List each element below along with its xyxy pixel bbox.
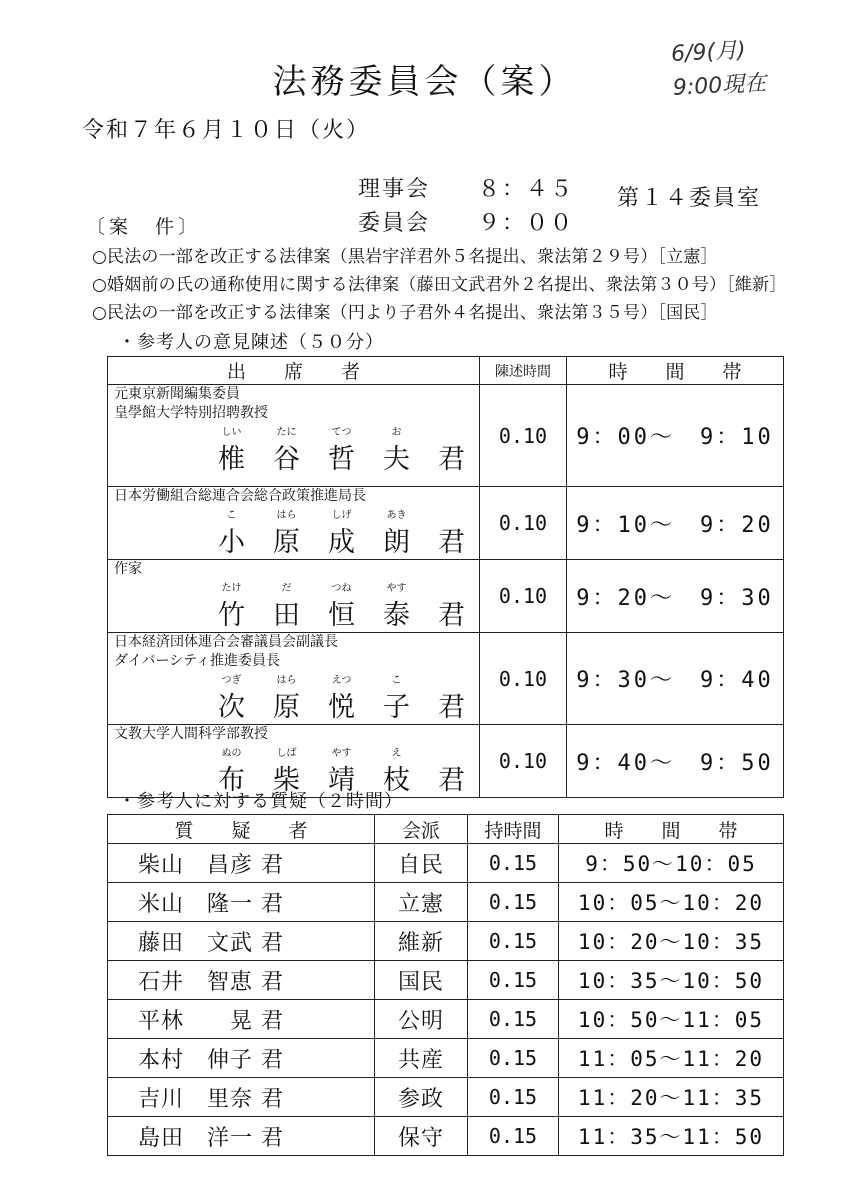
duration-cell: 0.15 — [468, 1000, 559, 1039]
reading-char: だ — [281, 583, 292, 594]
attendee-affiliation — [108, 487, 479, 506]
duration-cell: 0.15 — [468, 1078, 559, 1117]
page-title: 法務委員会（案） — [272, 62, 577, 102]
name-char: 枝 — [383, 765, 410, 796]
questioner-cell: 吉川 里奈 君 — [108, 1078, 375, 1117]
duration-cell: 0.10 — [480, 487, 567, 560]
schedule-time: ８：４５ — [478, 177, 575, 202]
name-char: 成 — [328, 527, 355, 558]
name-char: 靖 — [328, 765, 355, 796]
name-reading — [108, 744, 479, 758]
name-char: 布 — [218, 765, 245, 796]
column-header: 持時間 — [468, 815, 559, 844]
name-char: 柴 — [273, 765, 300, 796]
attendee-cell — [108, 560, 480, 633]
name-char: 君 — [438, 527, 465, 558]
name-char: 恒 — [328, 600, 355, 631]
time-slot-cell: 10：20～10：35 — [559, 922, 784, 961]
time-slot-cell: 11：35～11：50 — [559, 1117, 784, 1156]
questioner-cell: 本村 伸子 君 — [108, 1039, 375, 1078]
affiliation-line: 日本経済団体連合会審議員会副議長 — [114, 634, 338, 650]
questioner-cell: 平林 晃 君 — [108, 1000, 375, 1039]
duration-cell: 0.15 — [468, 1117, 559, 1156]
time-slot-cell: 10：50～11：05 — [559, 1000, 784, 1039]
party-cell: 立憲 — [375, 883, 468, 922]
opinions-table — [107, 356, 784, 798]
table-row — [108, 883, 784, 922]
duration-cell: 0.15 — [468, 961, 559, 1000]
reading-char: こ — [391, 675, 402, 686]
name-reading — [108, 423, 479, 437]
affiliation-line: 日本労働組合総連合会総合政策推進局長 — [114, 488, 366, 504]
party-cell: 国民 — [375, 961, 468, 1000]
name-char: 小 — [218, 527, 245, 558]
column-header: 陳述時間 — [480, 357, 567, 385]
questions-table — [107, 814, 784, 1156]
reading-char — [424, 506, 479, 520]
case-item: ○民法の一部を改正する法律案（円より子君外４名提出、衆法第３５号）［国民］ — [92, 303, 718, 323]
name-char: 君 — [438, 692, 465, 723]
schedule-time: ９：００ — [478, 211, 575, 236]
column-header: 時 間 帯 — [567, 357, 784, 385]
column-header: 出 席 者 — [108, 357, 480, 385]
reading-char — [424, 423, 479, 437]
table-row — [108, 1000, 784, 1039]
duration-cell: 0.15 — [468, 1039, 559, 1078]
affiliation-line: 元東京新聞編集委員 — [114, 386, 240, 402]
name-reading — [108, 506, 479, 520]
name-char: 悦 — [328, 692, 355, 723]
attendee-cell — [108, 487, 480, 560]
reading-char — [424, 671, 479, 685]
name-char: 椎 — [218, 444, 245, 475]
time-slot-cell: 11：20～11：35 — [559, 1078, 784, 1117]
reading-char: つぎ — [221, 675, 242, 686]
name-char: 夫 — [383, 444, 410, 475]
attendee-affiliation — [108, 385, 479, 423]
reading-char: ぬの — [221, 748, 242, 759]
case-item: ○民法の一部を改正する法律案（黒岩宇洋君外５名提出、衆法第２９号）［立憲］ — [92, 247, 718, 267]
name-char: 朗 — [383, 527, 410, 558]
duration-cell: 0.10 — [480, 633, 567, 725]
reading-char: えつ — [331, 675, 352, 686]
name-char: 君 — [438, 600, 465, 631]
attendee-name — [108, 685, 479, 724]
party-cell: 保守 — [375, 1117, 468, 1156]
reading-char: こ — [226, 510, 237, 521]
reading-char: あき — [386, 510, 407, 521]
duration-cell: 0.10 — [480, 560, 567, 633]
reading-char: しい — [221, 427, 242, 438]
party-cell: 公明 — [375, 1000, 468, 1039]
table-row — [108, 1117, 784, 1156]
table-row — [108, 385, 784, 487]
reading-char: お — [391, 427, 402, 438]
reading-char: はら — [276, 510, 297, 521]
table-row — [108, 560, 784, 633]
affiliation-line: 作家 — [114, 561, 142, 577]
duration-cell: 0.15 — [468, 922, 559, 961]
table-row — [108, 1078, 784, 1117]
reading-char: やす — [331, 748, 352, 759]
time-slot-cell: 10：35～10：50 — [559, 961, 784, 1000]
party-cell: 維新 — [375, 922, 468, 961]
questioner-cell: 石井 智恵 君 — [108, 961, 375, 1000]
party-cell: 共産 — [375, 1039, 468, 1078]
reading-char: てつ — [331, 427, 352, 438]
cases-heading: 〔案 件〕 — [86, 216, 202, 238]
reading-char: たけ — [221, 583, 242, 594]
questions-heading: ・参考人に対する質疑（２時間） — [118, 791, 403, 812]
reading-char: やす — [386, 583, 407, 594]
table-row — [108, 633, 784, 725]
column-header: 質 疑 者 — [108, 815, 375, 844]
name-char: 次 — [218, 692, 245, 723]
name-char: 子 — [383, 692, 410, 723]
table-row — [108, 844, 784, 883]
time-slot-cell: 9：30～ 9：40 — [567, 633, 784, 725]
name-char: 泰 — [383, 600, 410, 631]
reading-char — [424, 744, 479, 758]
time-slot-cell: 10：05～10：20 — [559, 883, 784, 922]
reading-char: しば — [276, 748, 297, 759]
schedule-label: 委員会 — [358, 211, 431, 236]
reading-char: え — [391, 748, 402, 759]
name-reading — [108, 579, 479, 593]
duration-cell: 0.10 — [480, 725, 567, 798]
table-row — [108, 487, 784, 560]
opinions-heading: ・参考人の意見陳述（５０分） — [118, 332, 384, 353]
meeting-date: 令和７年６月１０日（火） — [82, 118, 371, 143]
attendee-name — [108, 437, 479, 476]
name-char: 竹 — [218, 600, 245, 631]
name-reading — [108, 671, 479, 685]
table-header-row — [108, 357, 784, 385]
handwritten-note-line: 9:00現在 — [672, 71, 767, 101]
reading-char: たに — [276, 427, 297, 438]
questioner-cell: 柴山 昌彦 君 — [108, 844, 375, 883]
name-char: 田 — [273, 600, 300, 631]
reading-char: しげ — [331, 510, 352, 521]
name-char: 君 — [438, 765, 465, 796]
name-char: 哲 — [328, 444, 355, 475]
duration-cell: 0.10 — [480, 385, 567, 487]
table-row — [108, 1039, 784, 1078]
attendee-affiliation — [108, 560, 479, 579]
case-item: ○婚姻前の氏の通称使用に関する法律案（藤田文武君外２名提出、衆法第３０号）［維新］ — [92, 275, 787, 295]
schedule-label: 理事会 — [358, 177, 431, 202]
attendee-name — [108, 593, 479, 632]
time-slot-cell: 11：05～11：20 — [559, 1039, 784, 1078]
attendee-cell — [108, 633, 480, 725]
questioner-cell: 米山 隆一 君 — [108, 883, 375, 922]
reading-char: つね — [331, 583, 352, 594]
schedule-item — [340, 181, 574, 237]
table-row — [108, 961, 784, 1000]
time-slot-cell: 9：10～ 9：20 — [567, 487, 784, 560]
questioner-cell: 藤田 文武 君 — [108, 922, 375, 961]
attendee-name — [108, 520, 479, 559]
time-slot-cell: 9：00～ 9：10 — [567, 385, 784, 487]
name-char: 君 — [438, 444, 465, 475]
time-slot-cell: 9：20～ 9：30 — [567, 560, 784, 633]
column-header: 会派 — [375, 815, 468, 844]
party-cell: 参政 — [375, 1078, 468, 1117]
column-header: 時 間 帯 — [559, 815, 784, 844]
duration-cell: 0.15 — [468, 883, 559, 922]
name-char: 原 — [273, 527, 300, 558]
affiliation-line: 皇學館大学特別招聘教授 — [114, 405, 268, 421]
table-row — [108, 922, 784, 961]
time-slot-cell: 9：40～ 9：50 — [567, 725, 784, 798]
time-slot-cell: 9：50～10：05 — [559, 844, 784, 883]
affiliation-line: 文教大学人間科学部教授 — [114, 726, 268, 742]
reading-char — [424, 579, 479, 593]
meeting-room: 第１４委員室 — [617, 186, 762, 211]
duration-cell: 0.15 — [468, 844, 559, 883]
name-char: 原 — [273, 692, 300, 723]
attendee-cell — [108, 385, 480, 487]
party-cell: 自民 — [375, 844, 468, 883]
attendee-affiliation — [108, 633, 479, 671]
name-char: 谷 — [273, 444, 300, 475]
handwritten-note — [670, 30, 823, 106]
attendee-affiliation — [108, 725, 479, 744]
affiliation-line: ダイバーシティ推進委員長 — [114, 653, 281, 669]
reading-char: はら — [276, 675, 297, 686]
handwritten-note-line: 6/9(月) — [670, 38, 747, 67]
table-header-row — [108, 815, 784, 844]
questioner-cell: 島田 洋一 君 — [108, 1117, 375, 1156]
